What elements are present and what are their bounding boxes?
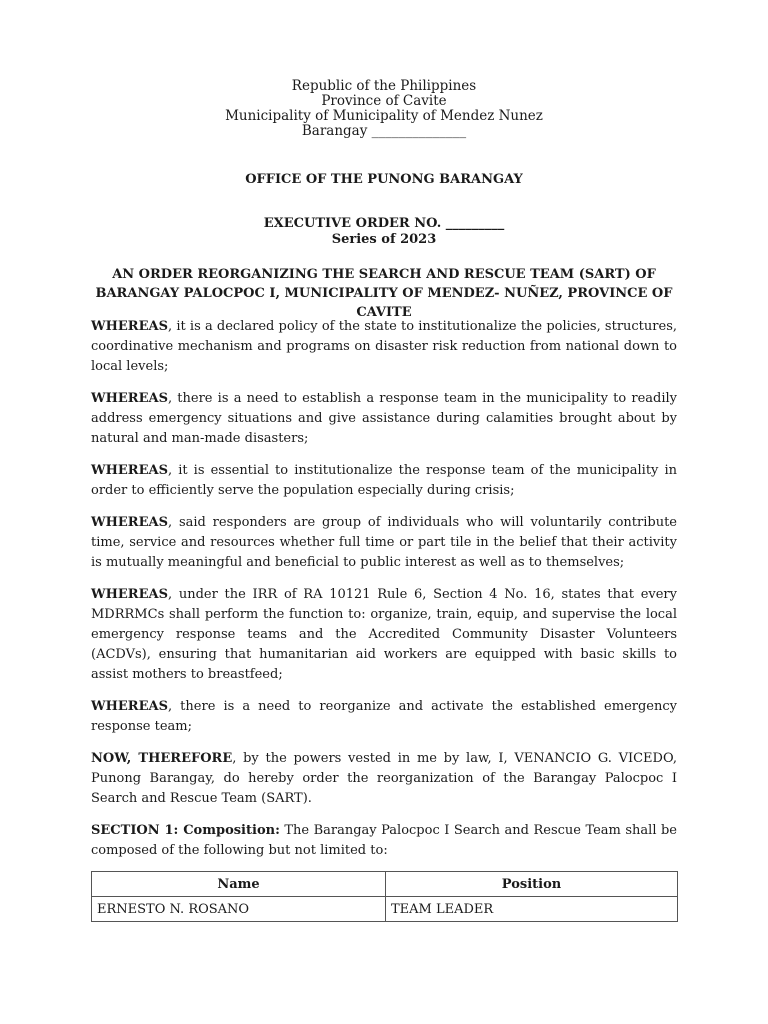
paragraph-text: , there is a need to establish a response team in the municipality to readily address emergency situations and give assistance during calamities brought about by natural and man-made disasters; — [91, 391, 677, 446]
paragraph-text: The Barangay Palocpoc I Search and Rescue Team shall be composed of the following but not limited to: — [91, 823, 677, 858]
order-body — [91, 317, 677, 873]
paragraph — [91, 821, 677, 861]
paragraph — [91, 513, 677, 573]
paragraph-text: , said responders are group of individuals who will voluntarily contribute time, service and resources whether full time or part tile in the belief that their activity is mutually meaningful and beneficial to public interest as well as to themselves; — [91, 515, 677, 570]
letterhead-municipality: Municipality of Municipality of Mendez Nunez — [225, 108, 543, 124]
cell-name: ERNESTO N. ROSANO — [92, 897, 386, 922]
paragraph-lead: NOW, THEREFORE — [91, 751, 233, 766]
paragraph-text: , by the powers vested in me by law, I, VENANCIO G. VICEDO, Punong Barangay, do hereby order the reorganization of the Barangay Palocpoc I Search and Rescue Team (SART). — [91, 751, 677, 806]
paragraph-text: , it is a declared policy of the state to institutionalize the policies, structures, coordinative mechanism and programs on disaster risk reduction from national down to local levels; — [91, 319, 677, 374]
office-heading: OFFICE OF THE PUNONG BARANGAY — [245, 172, 523, 187]
letterhead-province: Province of Cavite — [321, 93, 447, 109]
letterhead-republic: Republic of the Philippines — [291, 78, 477, 94]
paragraph — [91, 317, 677, 377]
order-title: AN ORDER REORGANIZING THE SEARCH AND RESCUE TEAM (SART) OF BARANGAY PALOCPOC I, MUNICIPALITY OF MENDEZ- NUÑEZ, PROVINCE OF CAVITE — [95, 267, 673, 320]
table-header-row — [92, 872, 678, 897]
paragraph-text: , it is essential to institutionalize the response team of the municipality in order to efficiently serve the population especially during crisis; — [91, 463, 677, 498]
column-header-name: Name — [92, 872, 386, 897]
paragraph-text: , there is a need to reorganize and activate the established emergency response team; — [91, 699, 677, 734]
letterhead-barangay: Barangay ______________ — [301, 123, 467, 139]
paragraph — [91, 389, 677, 449]
cell-position: TEAM LEADER — [386, 897, 678, 922]
paragraph — [91, 697, 677, 737]
paragraph-lead: WHEREAS — [91, 391, 168, 406]
paragraph — [91, 749, 677, 809]
composition-table — [91, 871, 678, 922]
paragraph-text: , under the IRR of RA 10121 Rule 6, Section 4 No. 16, states that every MDRRMCs shall perform the function to: organize, train, equip, and supervise the local emergency response teams and the Accredited Community Disaster Volunteers (ACDVs), ensuring that humanitarian aid workers are equipped with basic skills to assist mothers to breastfeed; — [91, 587, 677, 682]
paragraph-lead: WHEREAS — [91, 319, 168, 334]
paragraph-lead: WHEREAS — [91, 699, 168, 714]
column-header-position: Position — [386, 872, 678, 897]
letterhead — [0, 79, 768, 139]
table-row — [92, 897, 678, 922]
paragraph — [91, 585, 677, 685]
executive-order-heading — [0, 216, 768, 248]
paragraph-lead: WHEREAS — [91, 587, 168, 602]
executive-order-series: Series of 2023 — [331, 232, 437, 247]
paragraph-lead: WHEREAS — [91, 515, 168, 530]
paragraph-lead: SECTION 1: Composition: — [91, 823, 280, 838]
paragraph-lead: WHEREAS — [91, 463, 168, 478]
executive-order-number: EXECUTIVE ORDER NO. _________ — [263, 216, 505, 231]
paragraph — [91, 461, 677, 501]
